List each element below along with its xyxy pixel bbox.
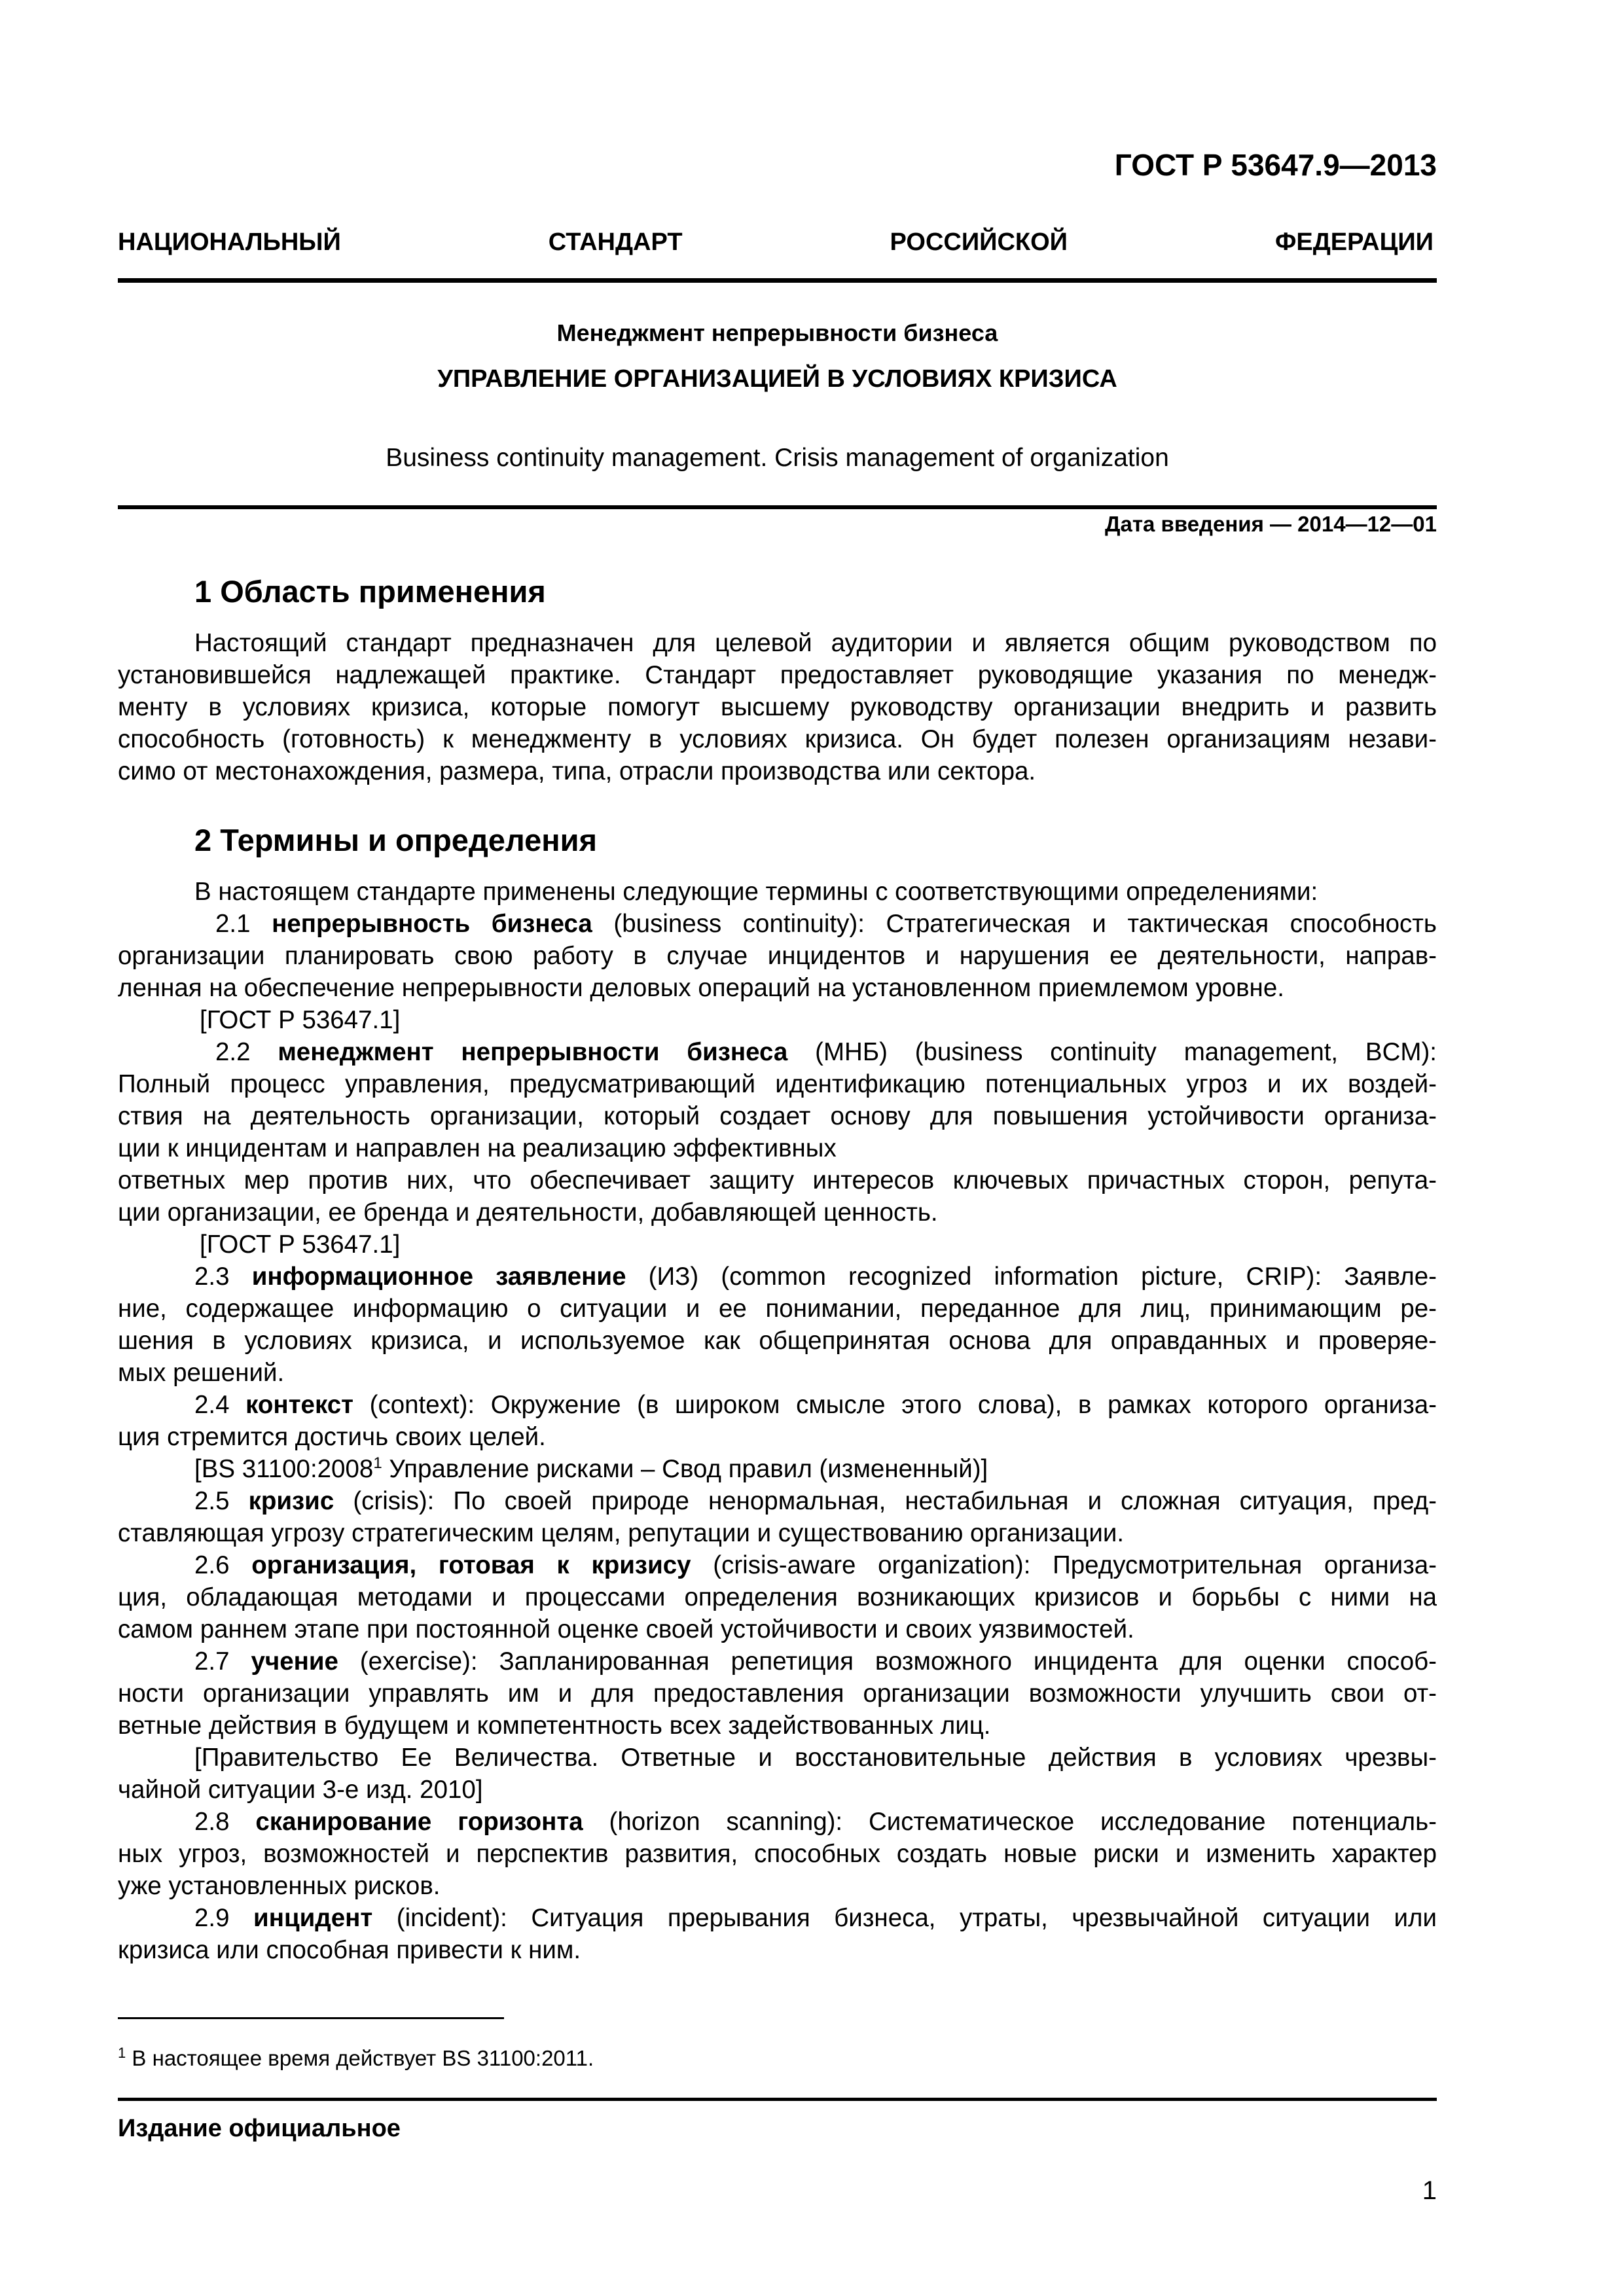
term-line: ных угроз, возможностей и перспектив развития, способных создать новые риски и изменить характер [118, 1840, 1437, 1868]
national-standard-word-2: СТАНДАРТ [548, 228, 683, 256]
term-2-3 [194, 1261, 1437, 1293]
document-title-en: Business continuity management. Crisis management of organization [386, 444, 1169, 472]
term-definition: (context): Окружение (в широком смысле этого слова), в рамках которого организа- [353, 1391, 1437, 1419]
term-reference-source: [BS 31100:2008 [194, 1455, 374, 1483]
term-line: организации планировать свою работу в случае инцидентов и нарушения ее деятельности, направ- [118, 942, 1437, 970]
footnote-mark: 1 [118, 2045, 126, 2061]
header-rule-top [118, 278, 1437, 283]
term-line: Полный процесс управления, предусматривающий идентификацию потенциальных угроз и их воздей- [118, 1070, 1437, 1098]
term-line: ция, обладающая методами и процессами определения возникающих кризисов и борьбы с ними на [118, 1583, 1437, 1611]
term-2-9 [194, 1902, 1437, 1934]
term-line: ности организации управлять им и для предоставления организации возможности улучшить свои от- [118, 1679, 1437, 1708]
term-2-1 [215, 908, 1437, 940]
term-line: ции к инцидентам и направлен на реализацию эффективных [118, 1134, 837, 1162]
footnote [118, 2045, 594, 2072]
gost-id: ГОСТ Р 53647.9—2013 [1114, 148, 1437, 182]
term-line: ленная на обеспечение непрерывности деловых операций на установленном приемлемом уровне. [118, 974, 1284, 1002]
term-number: 2.3 [194, 1263, 252, 1291]
official-edition-label: Издание официальное [118, 2115, 401, 2142]
term-number: 2.7 [194, 1647, 251, 1676]
term-line: ция стремится достичь своих целей. [118, 1423, 546, 1451]
term-2-7 [194, 1645, 1437, 1677]
term-number: 2.6 [194, 1551, 252, 1579]
term-name: сканирование горизонта [255, 1808, 583, 1836]
term-definition: (business continuity): Стратегическая и тактическая способность [592, 910, 1437, 938]
term-name: контекст [245, 1391, 353, 1419]
document-subtitle: Менеджмент непрерывности бизнеса [556, 319, 998, 346]
term-2-8 [194, 1806, 1437, 1838]
term-number: 2.8 [194, 1808, 256, 1836]
term-name: менеджмент непрерывности бизнеса [278, 1038, 788, 1066]
national-standard-word-3: РОССИЙСКОЙ [890, 228, 1068, 256]
footnote-text: В настоящее время действует BS 31100:2011. [126, 2046, 594, 2070]
term-name: организация, готовая к кризису [251, 1551, 691, 1579]
document-title: УПРАВЛЕНИЕ ОРГАНИЗАЦИЕЙ В УСЛОВИЯХ КРИЗИСА [437, 365, 1117, 393]
term-line: ветные действия в будущем и компетентность всех задействованных лиц. [118, 1712, 991, 1740]
section-1-line: менту в условиях кризиса, которые помогут высшему руководству организации внедрить и развить [118, 693, 1437, 721]
section-1-line: Настоящий стандарт предназначен для целевой аудитории и является общим руководством по [194, 629, 1437, 657]
page-number: 1 [1422, 2176, 1437, 2205]
term-line: мых решений. [118, 1359, 285, 1387]
term-number: 2.2 [215, 1038, 278, 1066]
term-2-5 [194, 1485, 1437, 1517]
term-2-6 [194, 1549, 1437, 1581]
term-line: ответных мер против них, что обеспечивает защиту интересов ключевых причастных сторон, репута- [118, 1166, 1437, 1194]
footnote-marker[interactable]: 1 [373, 1454, 382, 1473]
footer-rule [118, 2098, 1437, 2101]
term-line: ставляющая угрозу стратегическим целям, репутации и существованию организации. [118, 1519, 1125, 1547]
term-2-4 [194, 1389, 1437, 1421]
term-definition: (incident): Ситуация прерывания бизнеса, утраты, чрезвычайной ситуации или [372, 1904, 1437, 1932]
term-definition: (exercise): Запланированная репетиция возможного инцидента для оценки способ- [338, 1647, 1437, 1676]
term-line: ции организации, ее бренда и деятельности, добавляющей ценность. [118, 1198, 938, 1227]
term-number: 2.9 [194, 1904, 254, 1932]
national-standard-word-4: ФЕДЕРАЦИИ [1274, 228, 1434, 256]
section-1-line: способность (готовность) к менеджменту в условиях кризиса. Он будет полезен организациям незави- [118, 725, 1437, 753]
term-line: самом раннем этапе при постоянной оценке своей устойчивости и своих уязвимостей. [118, 1615, 1134, 1643]
section-1-line: симо от местонахождения, размера, типа, отрасли производства или сектора. [118, 757, 1036, 785]
national-standard-word-1: НАЦИОНАЛЬНЫЙ [118, 228, 341, 256]
term-name: инцидент [253, 1904, 373, 1932]
section-1-title: 1 Область применения [194, 574, 546, 609]
national-standard-banner [118, 228, 1434, 258]
term-reference: [ГОСТ Р 53647.1] [200, 1230, 401, 1259]
footnote-separator [118, 2017, 504, 2019]
term-number: 2.1 [215, 910, 272, 938]
term-2-2 [215, 1036, 1437, 1068]
term-line: ствия на деятельность организации, который создает основу для повышения устойчивости организа- [118, 1102, 1437, 1130]
term-number: 2.5 [194, 1487, 249, 1515]
term-reference: [Правительство Ее Величества. Ответные и восстановительные действия в условиях чрезвы- [194, 1744, 1437, 1772]
term-line: ние, содержащее информацию о ситуации и ее понимании, переданное для лиц, принимающим ре- [118, 1295, 1437, 1323]
term-reference: чайной ситуации 3-е изд. 2010] [118, 1776, 483, 1804]
term-line: кризиса или способная привести к ним. [118, 1936, 581, 1964]
section-2-title: 2 Термины и определения [194, 823, 597, 857]
term-definition: (ИЗ) (common recognized information picture, CRIP): Заявле- [626, 1263, 1437, 1291]
term-name: непрерывность бизнеса [272, 910, 592, 938]
term-name: учение [251, 1647, 338, 1676]
section-2-intro: В настоящем стандарте применены следующие термины с соответствующими определениями: [194, 878, 1318, 906]
term-definition: (МНБ) (business continuity management, BCM): [787, 1038, 1437, 1066]
introduction-date: Дата введения — 2014—12—01 [1105, 512, 1437, 536]
term-definition: (crisis): По своей природе ненормальная, нестабильная и сложная ситуация, пред- [334, 1487, 1437, 1515]
term-reference: [ГОСТ Р 53647.1] [200, 1006, 401, 1034]
term-definition: (horizon scanning): Систематическое исследование потенциаль- [583, 1808, 1437, 1836]
term-reference-title: Управление рисками – Свод правил (измененный)] [382, 1455, 988, 1483]
term-name: кризис [248, 1487, 334, 1515]
section-1-line: установившейся надлежащей практике. Стандарт предоставляет руководящие указания по менедж- [118, 661, 1437, 689]
term-line: шения в условиях кризиса, и используемое как общепринятая основа для оправданных и проверяе- [118, 1327, 1437, 1355]
term-definition: (crisis-aware organization): Предусмотрительная организа- [691, 1551, 1437, 1579]
term-name: информационное заявление [251, 1263, 626, 1291]
term-line: уже установленных рисков. [118, 1872, 441, 1900]
term-number: 2.4 [194, 1391, 246, 1419]
term-reference [194, 1453, 1437, 1485]
header-rule-bottom [118, 505, 1437, 509]
